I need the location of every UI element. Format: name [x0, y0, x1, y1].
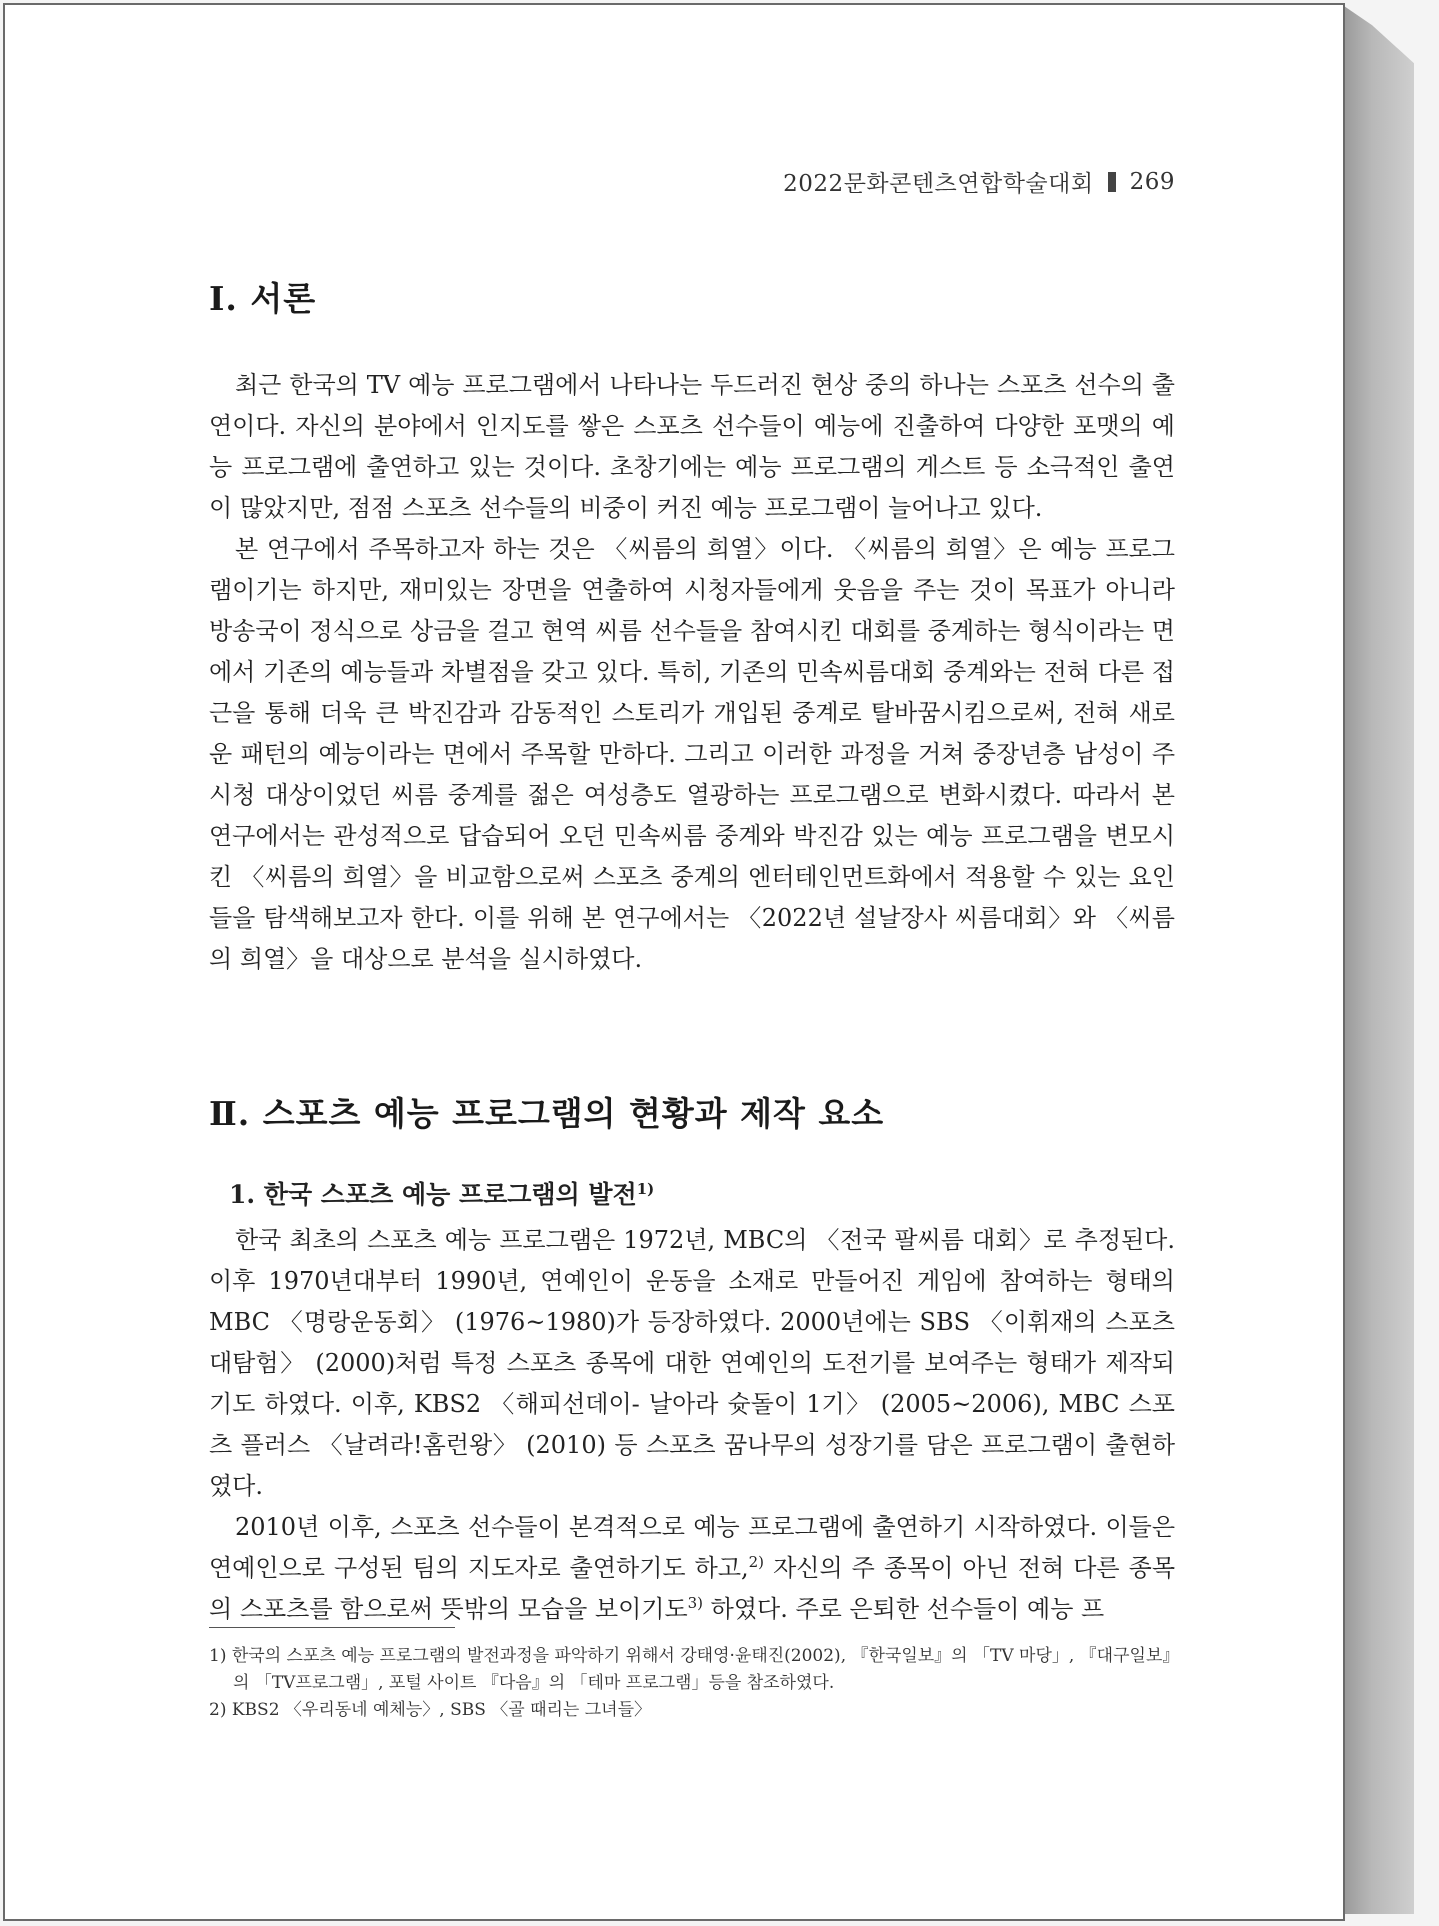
document-page: [3, 3, 1345, 1921]
footnote-2: 2) KBS2 〈우리동네 예체능〉, SBS 〈골 때리는 그녀들〉: [209, 1700, 652, 1720]
section2-body: [209, 1220, 1175, 1630]
footnote-1: 1) 한국의 스포츠 예능 프로그램의 발전과정을 파악하기 위해서 강태영·윤태진(2002), 『한국일보』의 「TV 마당」, 『대구일보』의 「TV프로그램」, 포털 사이트 『다음』의 「테마 프로그램」등을 참조하였다.: [209, 1646, 1171, 1693]
paragraph: [209, 1507, 1175, 1630]
paragraph: 본 연구에서 주목하고자 하는 것은 〈씨름의 희열〉이다. 〈씨름의 희열〉은 예능 프로그램이기는 하지만, 재미있는 장면을 연출하여 시청자들에게 웃음을 주는 것이 목표가 아니라 방송국이 정식으로 상금을 걸고 현역 씨름 선수들을 참여시킨 대회를 중계하는 형식이라는 면에서 기존의 예능들과 차별점을 갖고 있다. 특히, 기존의 민속씨름대회 중계와는 전혀 다른 접근을 통해 더욱 큰 박진감과 감동적인 스토리가 개입된 중계로 탈바꿈시킴으로써, 전혀 새로운 패턴의 예능이라는 면에서 주목할 만하다. 그리고 이러한 과정을 거쳐 중장년층 남성이 주 시청 대상이었던 씨름 중계를 젊은 여성층도 열광하는 프로그램으로 변화시켰다. 따라서 본 연구에서는 관성적으로 답습되어 오던 민속씨름 중계와 박진감 있는 예능 프로그램을 변모시킨 〈씨름의 희열〉을 비교함으로써 스포츠 중계의 엔터테인먼트화에서 적용할 수 있는 요인들을 탐색해보고자 한다. 이를 위해 본 연구에서는 〈2022년 설날장사 씨름대회〉와 〈씨름의 희열〉을 대상으로 분석을 실시하였다.: [209, 535, 1175, 973]
footnote-separator: [209, 1627, 455, 1628]
paragraph: 최근 한국의 TV 예능 프로그램에서 나타나는 두드러진 현상 중의 하나는 스포츠 선수의 출연이다. 자신의 분야에서 인지도를 쌓은 스포츠 선수들이 예능에 진출하여 다양한 포맷의 예능 프로그램에 출연하고 있는 것이다. 초창기에는 예능 프로그램의 게스트 등 소극적인 출연이 많았지만, 점점 스포츠 선수들의 비중이 커진 예능 프로그램이 늘어나고 있다.: [209, 371, 1175, 522]
footnote-ref-1[interactable]: 1): [636, 1180, 655, 1198]
conference-title: 2022문화콘텐츠연합학술대회: [783, 171, 1094, 197]
running-header: [783, 165, 1175, 198]
page-edge-shadow: [1344, 6, 1414, 1914]
subsection-title-text: 1. 한국 스포츠 예능 프로그램의 발전: [229, 1180, 637, 1209]
footnote-ref-2[interactable]: 2): [748, 1553, 765, 1571]
section-title-sports-variety: Ⅱ. 스포츠 예능 프로그램의 현황과 제작 요소: [209, 1094, 885, 1133]
intro-body: [209, 365, 1175, 980]
subsection-title: [229, 1175, 654, 1211]
section-title-intro: Ⅰ. 서론: [209, 279, 317, 318]
footnote-ref-3[interactable]: 3): [687, 1594, 704, 1612]
paragraph-text: 하였다. 주로 은퇴한 선수들이 예능 프: [703, 1595, 1105, 1623]
page-number: 269: [1129, 168, 1175, 195]
paragraph-text: 2010년 이후, 스포츠 선수들이 본격적으로 예능 프로그램에 출연하기 시작하였다. 이들은 연예인으로 구성된 팀의 지도자로 출연하기도 하고,: [209, 1513, 1175, 1582]
paragraph-text: 자신의 주 종목이 아닌 전혀 다른 종목의 스포츠를 함으로써 뜻밖의 모습을 보이기도: [209, 1554, 1175, 1623]
footnotes: [209, 1643, 1175, 1724]
header-separator-bar: [1108, 172, 1116, 192]
paragraph: 한국 최초의 스포츠 예능 프로그램은 1972년, MBC의 〈전국 팔씨름 대회〉로 추정된다. 이후 1970년대부터 1990년, 연예인이 운동을 소재로 만들어진 게임에 참여하는 형태의 MBC 〈명랑운동회〉 (1976~1980)가 등장하였다. 2000년에는 SBS 〈이휘재의 스포츠 대탐험〉 (2000)처럼 특정 스포츠 종목에 대한 연예인의 도전기를 보여주는 형태가 제작되기도 하였다. 이후, KBS2 〈해피선데이- 날아라 슛돌이 1기〉 (2005~2006), MBC 스포츠 플러스 〈날려라!홈런왕〉 (2010) 등 스포츠 꿈나무의 성장기를 담은 프로그램이 출현하였다.: [209, 1226, 1175, 1500]
